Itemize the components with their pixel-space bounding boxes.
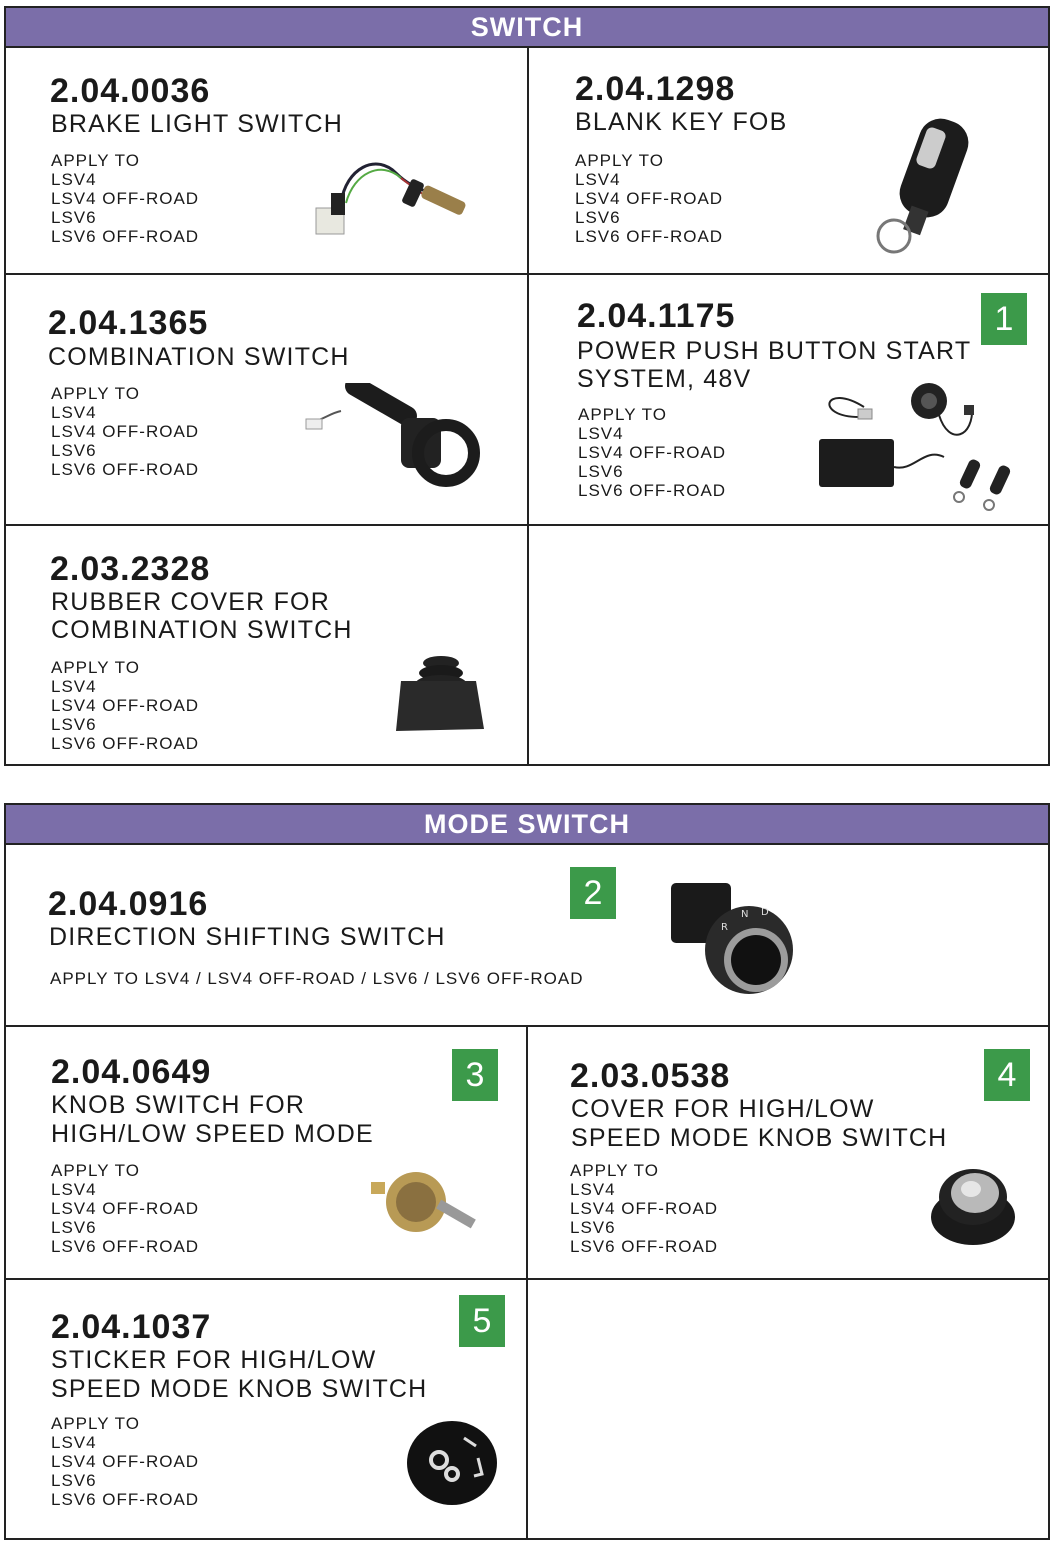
- apply-label: APPLY TO: [51, 151, 140, 170]
- knob-switch-image: [366, 1157, 486, 1252]
- model-item: LSV6 OFF-ROAD: [51, 460, 200, 479]
- direction-switch-image: [661, 875, 811, 1000]
- apply-list: [51, 658, 199, 753]
- part-number: 2.03.2328: [50, 550, 211, 588]
- model-item: LSV6: [575, 208, 621, 227]
- model-item: LSV4 OFF-ROAD: [51, 189, 200, 208]
- part-number: 2.04.0036: [50, 72, 211, 110]
- product-title: BRAKE LIGHT SWITCH: [51, 110, 344, 138]
- apply-list: [570, 1161, 718, 1256]
- combination-switch-image: [301, 383, 481, 493]
- model-item: LSV4 OFF-ROAD: [51, 1452, 200, 1471]
- part-number: 2.04.0649: [51, 1053, 212, 1091]
- model-item: LSV6: [51, 1218, 97, 1237]
- model-item: LSV6 OFF-ROAD: [578, 481, 727, 500]
- model-item: LSV4: [570, 1180, 616, 1199]
- model-item: LSV4 OFF-ROAD: [51, 422, 200, 441]
- model-item: LSV4 OFF-ROAD: [578, 443, 727, 462]
- product-card: [529, 48, 1048, 273]
- product-title: COVER FOR HIGH/LOW: [571, 1095, 875, 1123]
- model-item: LSV4: [51, 403, 97, 422]
- part-number: 2.04.0916: [48, 885, 209, 923]
- product-title: COMBINATION SWITCH: [51, 616, 353, 644]
- product-title: RUBBER COVER FOR: [51, 588, 330, 616]
- product-card: [6, 1027, 526, 1278]
- product-title: SPEED MODE KNOB SWITCH: [571, 1124, 948, 1152]
- model-item: LSV6 OFF-ROAD: [51, 1490, 200, 1509]
- model-item: LSV4: [51, 677, 97, 696]
- model-item: LSV4 OFF-ROAD: [51, 696, 200, 715]
- apply-list: [578, 405, 726, 500]
- model-item: LSV6 OFF-ROAD: [51, 1237, 200, 1256]
- part-number: 2.03.0538: [570, 1057, 731, 1095]
- model-item: LSV6: [578, 462, 624, 481]
- callout-badge: 4: [984, 1049, 1030, 1101]
- product-card: [6, 275, 527, 524]
- part-number: 2.04.1365: [48, 304, 209, 342]
- svg-text:N: N: [741, 909, 749, 920]
- apply-list: [51, 1161, 199, 1256]
- key-fob-image: [869, 108, 979, 258]
- apply-label: APPLY TO: [578, 405, 667, 424]
- switch-section: [4, 6, 1050, 766]
- product-title: SPEED MODE KNOB SWITCH: [51, 1375, 428, 1403]
- model-item: LSV6 OFF-ROAD: [575, 227, 724, 246]
- model-item: LSV4: [51, 1180, 97, 1199]
- apply-label: APPLY TO: [570, 1161, 659, 1180]
- model-item: LSV6: [51, 1471, 97, 1490]
- sticker-image: [404, 1418, 500, 1508]
- product-title: BLANK KEY FOB: [575, 108, 788, 136]
- callout-badge: 1: [981, 293, 1027, 345]
- apply-label: APPLY TO: [51, 1161, 140, 1180]
- apply-label: APPLY TO: [575, 151, 664, 170]
- rubber-boot-image: [386, 651, 486, 736]
- model-item: LSV4: [51, 1433, 97, 1452]
- product-card: [6, 1280, 526, 1538]
- apply-label: APPLY TO: [51, 1414, 140, 1433]
- model-item: LSV6: [51, 441, 97, 460]
- callout-badge: 3: [452, 1049, 498, 1101]
- product-title: SYSTEM, 48V: [577, 365, 752, 393]
- knob-cover-image: [923, 1159, 1023, 1249]
- model-item: LSV4 OFF-ROAD: [570, 1199, 719, 1218]
- product-title: COMBINATION SWITCH: [48, 343, 350, 371]
- product-title: KNOB SWITCH FOR: [51, 1091, 306, 1119]
- product-card: [529, 275, 1048, 524]
- apply-list: [575, 151, 723, 246]
- model-item: LSV6 OFF-ROAD: [51, 227, 200, 246]
- svg-text:D: D: [761, 907, 769, 918]
- product-card: [528, 1027, 1048, 1278]
- svg-text:R: R: [721, 922, 728, 933]
- model-item: LSV6: [51, 715, 97, 734]
- product-title: POWER PUSH BUTTON START: [577, 337, 972, 365]
- mode-switch-section: [4, 803, 1050, 1540]
- apply-list: [51, 1414, 199, 1509]
- apply-inline: APPLY TO LSV4 / LSV4 OFF-ROAD / LSV6 / LSV6 OFF-ROAD: [50, 969, 584, 988]
- product-card: [6, 845, 1048, 1025]
- apply-label: APPLY TO: [51, 384, 140, 403]
- model-item: LSV4 OFF-ROAD: [51, 1199, 200, 1218]
- model-item: LSV4: [51, 170, 97, 189]
- apply-label: APPLY TO: [51, 658, 140, 677]
- callout-badge: 2: [570, 867, 616, 919]
- section-header: SWITCH: [6, 8, 1048, 48]
- product-title: STICKER FOR HIGH/LOW: [51, 1346, 377, 1374]
- part-number: 2.04.1298: [575, 70, 736, 108]
- model-item: LSV4: [575, 170, 621, 189]
- brake-light-switch-image: [306, 148, 476, 238]
- model-item: LSV6 OFF-ROAD: [570, 1237, 719, 1256]
- product-title: HIGH/LOW SPEED MODE: [51, 1120, 374, 1148]
- part-number: 2.04.1175: [577, 297, 736, 335]
- push-button-start-kit-image: [814, 377, 1029, 515]
- apply-list: [51, 151, 199, 246]
- part-number: 2.04.1037: [51, 1308, 212, 1346]
- product-card: [6, 48, 527, 273]
- model-item: LSV6 OFF-ROAD: [51, 734, 200, 753]
- model-item: LSV4 OFF-ROAD: [575, 189, 724, 208]
- product-card: [6, 526, 527, 766]
- apply-list: [51, 384, 199, 479]
- model-item: LSV6: [570, 1218, 616, 1237]
- section-header: MODE SWITCH: [6, 805, 1048, 845]
- model-item: LSV6: [51, 208, 97, 227]
- model-item: LSV4: [578, 424, 624, 443]
- callout-badge: 5: [459, 1295, 505, 1347]
- product-title: DIRECTION SHIFTING SWITCH: [49, 923, 446, 951]
